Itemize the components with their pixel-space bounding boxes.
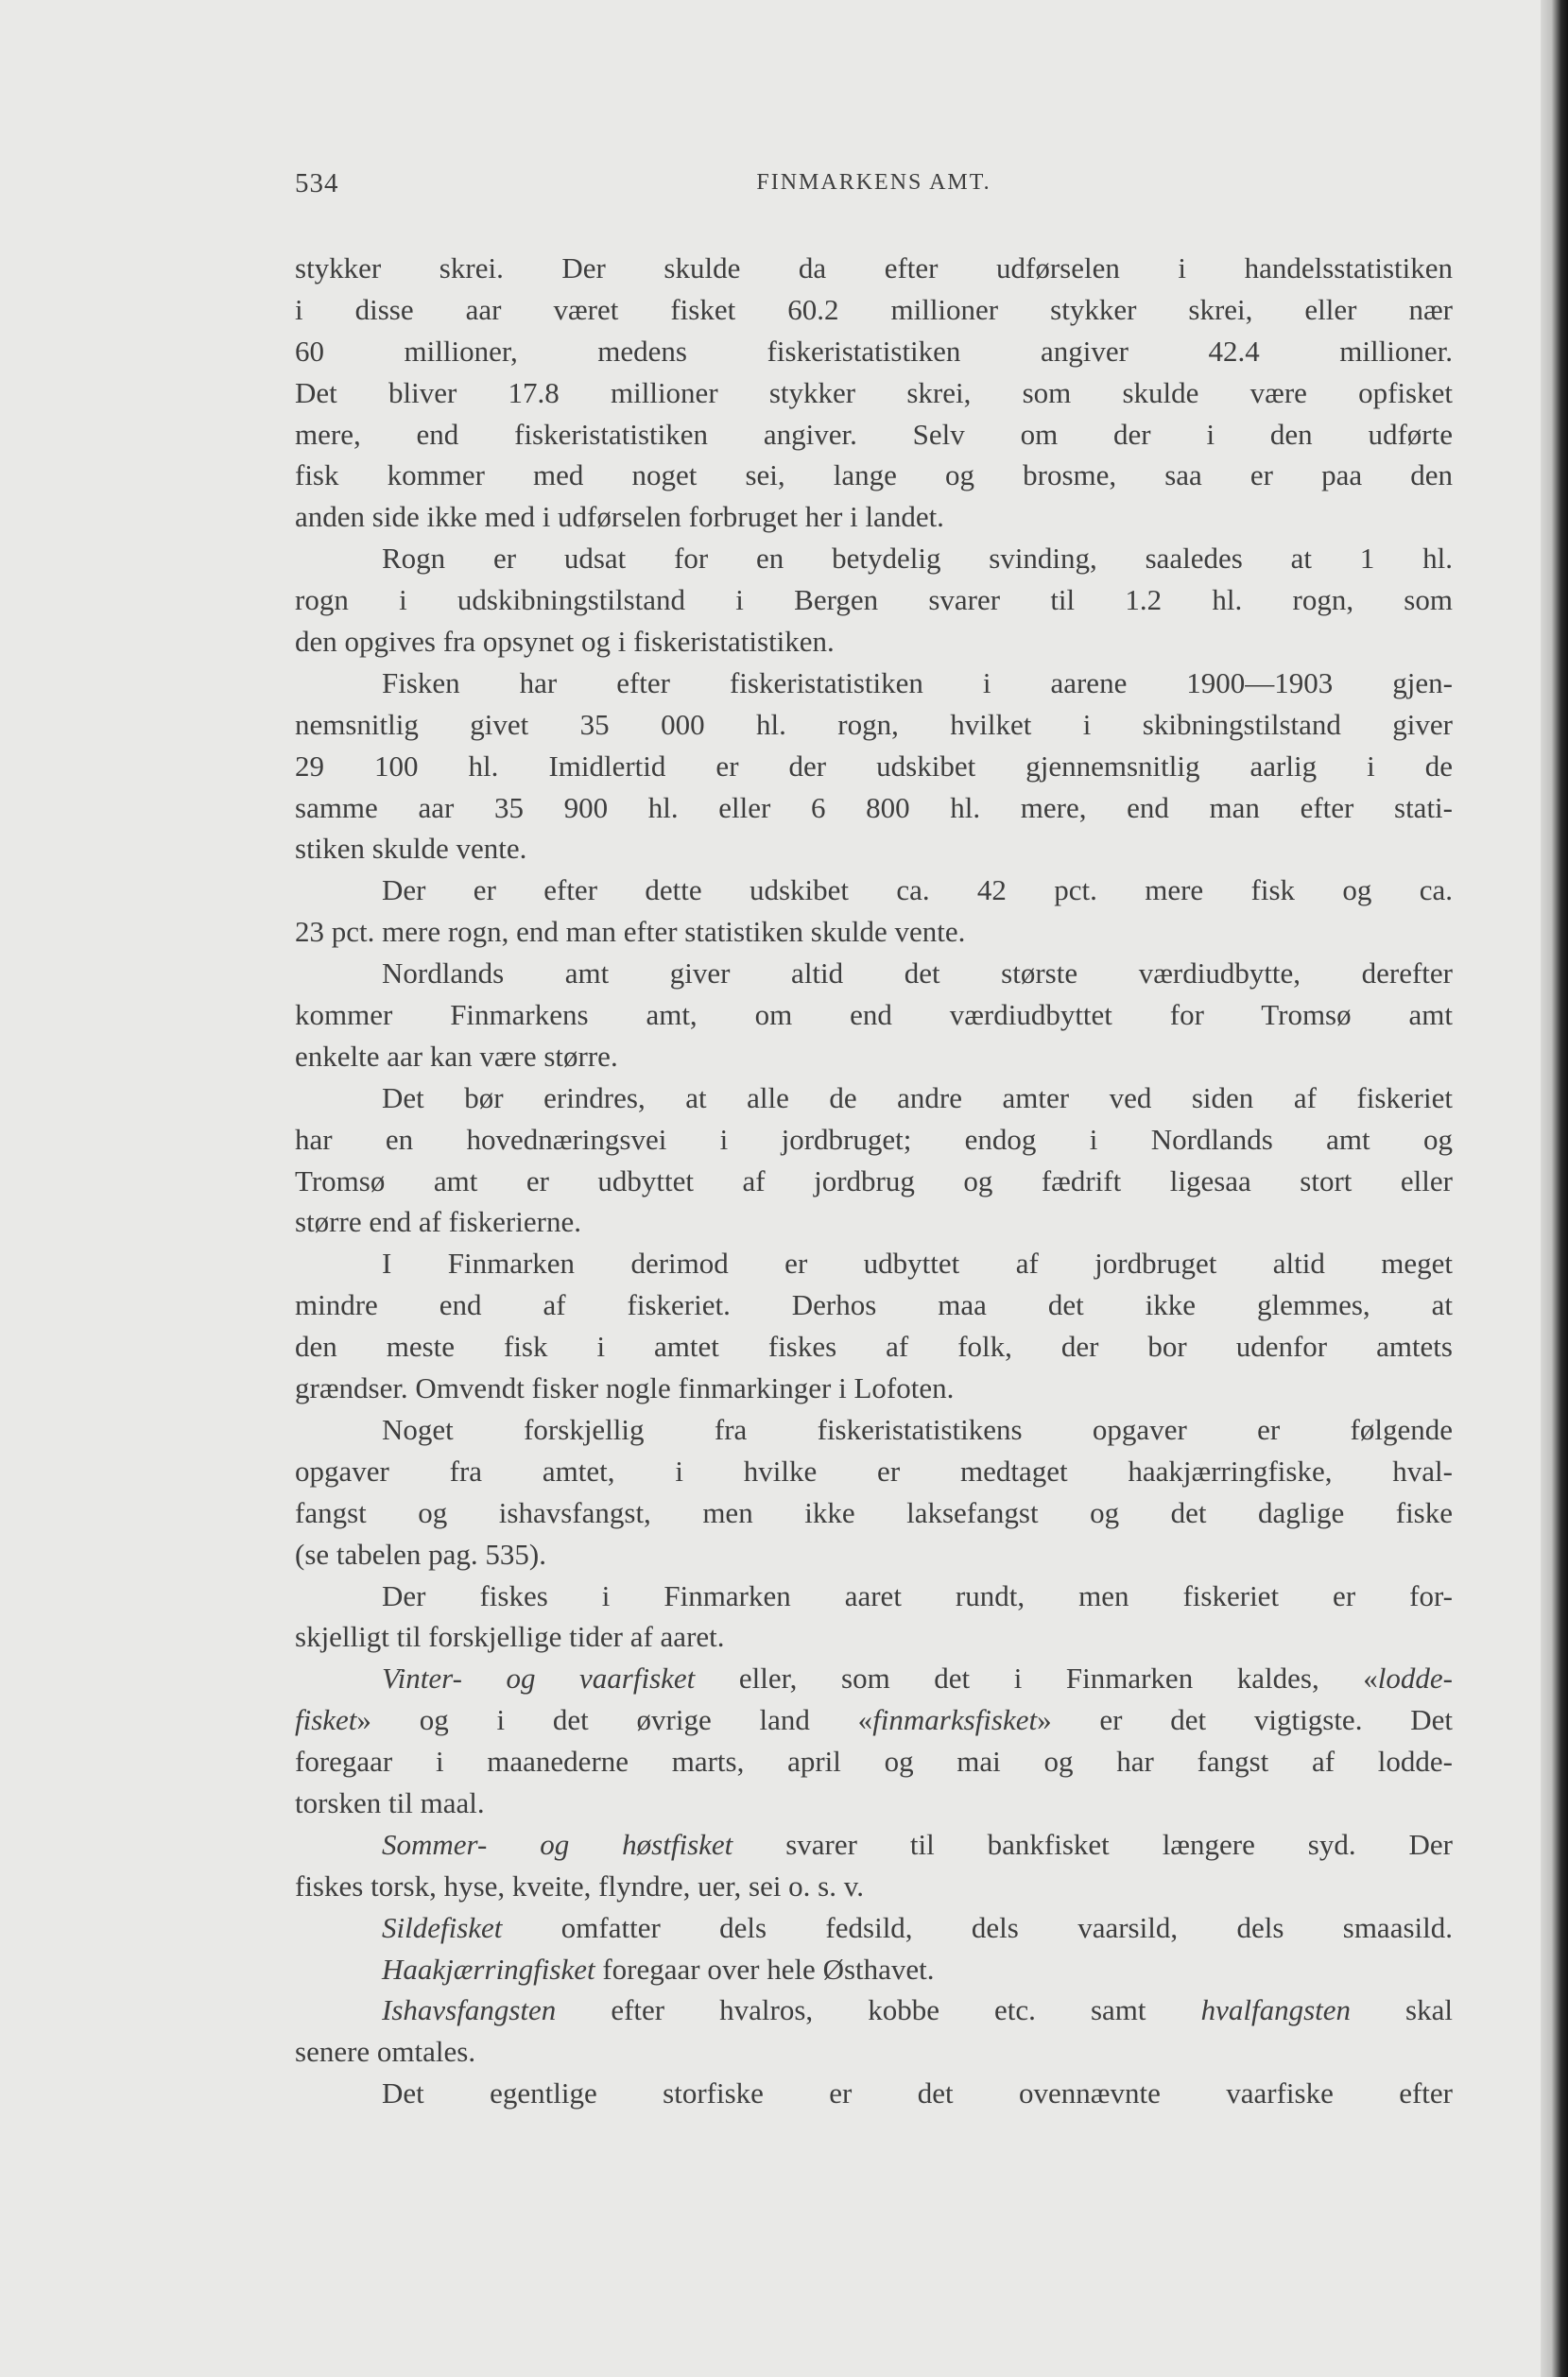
text-line: fangst og ishavsfangst, men ikke laksefangst og det daglige fiske [295, 1495, 1453, 1529]
text-line: har en hovednæringsvei i jordbruget; endog i Nordlands amt og [295, 1122, 1453, 1156]
text-line: (se tabelen pag. 535). [295, 1537, 546, 1571]
text-line: den meste fisk i amtet fiskes af folk, der bor udenfor amtets [295, 1330, 1453, 1364]
text-line: stiken skulde vente. [295, 832, 527, 866]
text-line: torsken til maal. [295, 1785, 485, 1819]
text-line: samme aar 35 900 hl. eller 6 800 hl. mere, end man efter stati- [295, 790, 1453, 824]
text-line: mere, end fiskeristatistiken angiver. Selv om der i den udførte [295, 417, 1453, 451]
text-line: Nordlands amt giver altid det største værdiudbytte, derefter [382, 956, 1453, 990]
text-line: i disse aar været fisket 60.2 millioner stykker skrei, eller nær [295, 292, 1453, 326]
text-line: mindre end af fiskeriet. Derhos maa det ikke glemmes, at [295, 1288, 1453, 1322]
text-line: Det bliver 17.8 millioner stykker skrei, som skulde være opfisket [295, 375, 1453, 409]
text-line: 23 pct. mere rogn, end man efter statistiken skulde vente. [295, 915, 966, 949]
text-line: Sommer- og høstfisket svarer til bankfisket længere syd. Der [382, 1827, 1453, 1861]
text-line: Noget forskjellig fra fiskeristatistikens opgaver er følgende [382, 1412, 1453, 1446]
text-line: stykker skrei. Der skulde da efter udførselen i handelsstatistiken [295, 251, 1453, 284]
text-line: Tromsø amt er udbyttet af jordbrug og fædrift ligesaa stort eller [295, 1163, 1453, 1197]
text-line: Ishavsfangsten efter hvalros, kobbe etc. samt hvalfangsten skal [382, 1993, 1453, 2027]
text-line: kommer Finmarkens amt, om end værdiudbyttet for Tromsø amt [295, 998, 1453, 1032]
text-line: fiskes torsk, hyse, kveite, flyndre, uer, sei o. s. v. [295, 1869, 864, 1903]
text-line: Rogn er udsat for en betydelig svinding, saaledes at 1 hl. [382, 542, 1453, 576]
text-line: Sildefisket omfatter dels fedsild, dels vaarsild, dels smaasild. [382, 1910, 1453, 1944]
text-line: fisk kommer med noget sei, lange og brosme, saa er paa den [295, 458, 1453, 492]
text-line: anden side ikke med i udførselen forbruget her i landet. [295, 500, 944, 534]
text-line: rogn i udskibningstilstand i Bergen svarer til 1.2 hl. rogn, som [295, 583, 1453, 617]
text-line: større end af fiskerierne. [295, 1205, 581, 1239]
text-line: enkelte aar kan være større. [295, 1039, 618, 1073]
text-line: skjelligt til forskjellige tider af aaret. [295, 1620, 725, 1654]
page-number: 534 [295, 168, 339, 198]
body-text [295, 248, 1453, 2114]
text-line: I Finmarken derimod er udbyttet af jordbruget altid meget [382, 1247, 1453, 1281]
text-line: Haakjærringfisket foregaar over hele Østhavet. [382, 1952, 935, 1986]
page-header [295, 168, 1453, 206]
text-line: 29 100 hl. Imidlertid er der udskibet gjennemsnitlig aarlig i de [295, 749, 1453, 783]
text-line: Det bør erindres, at alle de andre amter ved siden af fiskeriet [382, 1080, 1453, 1114]
text-line: den opgives fra opsynet og i fiskeristatistiken. [295, 625, 835, 659]
text-line: Vinter- og vaarfisket eller, som det i Finmarken kaldes, «lodde- [382, 1662, 1453, 1696]
text-line: senere omtales. [295, 2035, 476, 2069]
text-line: fisket» og i det øvrige land «finmarksfisket» er det vigtigste. Det [295, 1703, 1453, 1737]
text-line: Der er efter dette udskibet ca. 42 pct. mere fisk og ca. [382, 873, 1453, 907]
text-line: nemsnitlig givet 35 000 hl. rogn, hvilket i skibningstilstand giver [295, 707, 1453, 741]
text-line: 60 millioner, medens fiskeristatistiken angiver 42.4 millioner. [295, 334, 1453, 368]
text-line: Der fiskes i Finmarken aaret rundt, men fiskeriet er for- [382, 1578, 1453, 1612]
text-line: foregaar i maanederne marts, april og mai og har fangst af lodde- [295, 1745, 1453, 1779]
text-line: Fisken har efter fiskeristatistiken i aarene 1900—1903 gjen- [382, 665, 1453, 699]
page-edge-shadow [1541, 0, 1568, 2377]
text-line: opgaver fra amtet, i hvilke er medtaget haakjærringfiske, hval- [295, 1454, 1453, 1488]
text-line: grændser. Omvendt fisker nogle finmarkinger i Lofoten. [295, 1371, 955, 1405]
running-title: FINMARKENS AMT. [756, 170, 991, 195]
text-line: Det egentlige storfiske er det ovennævnte vaarfiske efter [382, 2076, 1453, 2110]
